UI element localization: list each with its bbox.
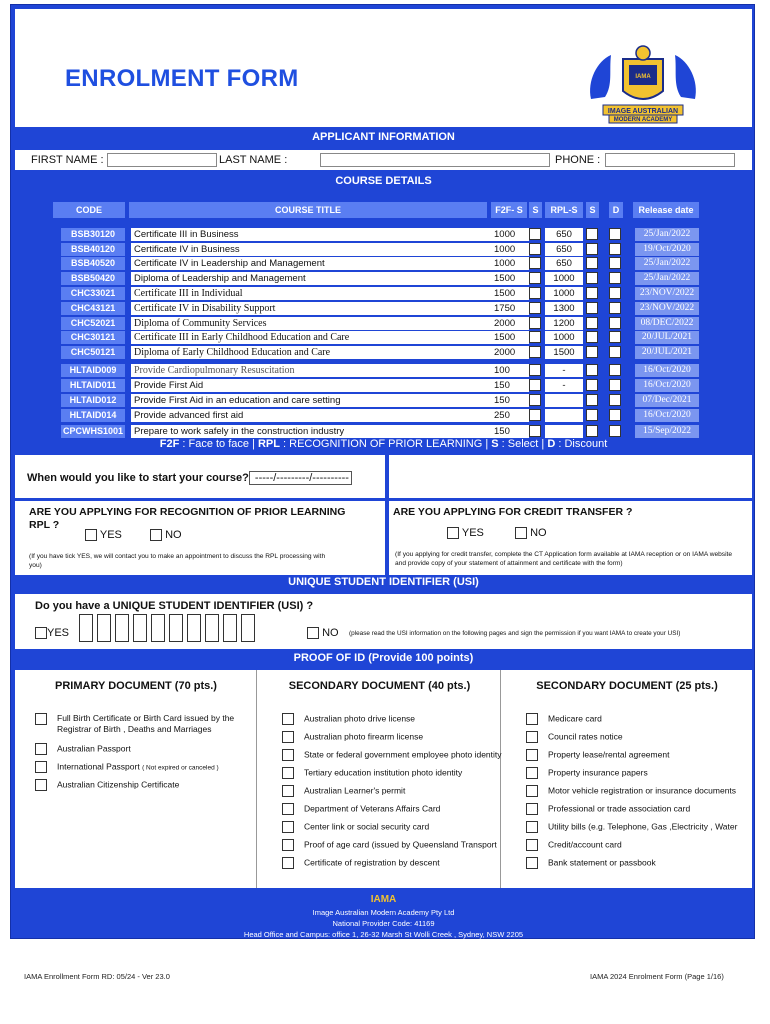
select-rpl-checkbox[interactable] [586,302,599,315]
select-f2f-checkbox[interactable] [529,302,542,315]
course-rpl-price: - [545,379,583,392]
discount-checkbox[interactable] [609,257,622,270]
checkbox[interactable] [526,713,538,725]
course-rpl-price: 1000 [545,272,583,285]
course-rpl-price: 1000 [545,331,583,344]
select-rpl-checkbox[interactable] [586,331,599,344]
credit-yes-checkbox[interactable] [447,527,459,539]
footer-line-1: Image Australian Modern Academy Pty Ltd [312,908,455,917]
course-title: Provide First Aid [131,379,491,392]
rpl-note: (If you have tick YES, we will contact you to make an appointment to discuss the RPL processing with you) [29,553,326,569]
secondary-25-title: SECONDARY DOCUMENT (25 pts.) [536,680,718,692]
course-rpl-price: 1000 [545,287,583,300]
select-f2f-checkbox[interactable] [529,425,542,438]
secondary25-item[interactable]: Professional or trade association card [526,803,690,815]
course-f2f-price: 1000 [491,243,529,256]
course-rpl-price: 650 [545,228,583,241]
discount-checkbox[interactable] [609,409,622,422]
release-date: 16/Oct/2020 [635,409,699,422]
course-f2f-price: 100 [491,364,529,377]
course-title: Certificate IV in Leadership and Management [131,257,491,270]
release-date: 23/NOV/2022 [635,302,699,315]
form-version-note: IAMA Enrollment Form RD: 05/24 - Ver 23.0 [24,972,170,981]
rpl-no-option[interactable]: NO [150,529,182,541]
select-rpl-checkbox[interactable] [586,379,599,392]
checkbox[interactable] [282,839,294,851]
release-date: 19/Oct/2020 [635,243,699,256]
usi-yes-option[interactable]: YES [35,627,69,639]
select-f2f-checkbox[interactable] [529,287,542,300]
course-f2f-price: 1000 [491,257,529,270]
course-code: CHC52021 [61,317,125,330]
course-title: Diploma of Leadership and Management [131,272,491,285]
legend-rpl-desc: : RECOGNITION OF PRIOR LEARNING | [279,438,492,450]
secondary25-item[interactable]: Credit/account card [526,839,622,851]
usi-digit-box[interactable] [133,614,147,642]
course-f2f-price: 150 [491,425,529,438]
legend-d-desc: : Discount [555,438,608,450]
course-title: Certificate IV in Disability Support [131,302,491,315]
release-date: 25/Jan/2022 [635,228,699,241]
course-rpl-price [545,409,583,422]
usi-digit-box[interactable] [223,614,237,642]
usi-no-checkbox[interactable] [307,627,319,639]
course-rpl-price: 1500 [545,346,583,359]
course-f2f-price: 150 [491,394,529,407]
rpl-yes-checkbox[interactable] [85,529,97,541]
course-code: BSB40120 [61,243,125,256]
course-rpl-price: 650 [545,243,583,256]
footer-line-4: Phone: 02 94987028 | Mobile: 0427420244 / 0452496121 / 0450296121 | WhatsApp: 0451145411 [220,941,547,950]
course-title: Certificate III in Early Childhood Education and Care [131,331,491,344]
secondary25-item[interactable]: Medicare card [526,713,602,725]
checkbox[interactable] [526,785,538,797]
select-rpl-checkbox[interactable] [586,272,599,285]
select-rpl-checkbox[interactable] [586,317,599,330]
last-name-field[interactable] [320,153,550,167]
course-f2f-price: 1500 [491,331,529,344]
rpl-yes-option[interactable]: YES [85,529,122,541]
course-f2f-price: 2000 [491,346,529,359]
logo-line-3: IAMA [635,74,651,80]
course-title: Certificate III in Business [131,228,491,241]
col-course-title: COURSE TITLE [129,202,487,218]
checkbox[interactable] [35,779,47,791]
phone-label: PHONE : [555,154,601,166]
secondary25-item[interactable]: Property insurance papers [526,767,648,779]
course-f2f-price: 250 [491,409,529,422]
course-code: BSB30120 [61,228,125,241]
usi-digit-box[interactable] [187,614,201,642]
credit-no-checkbox[interactable] [515,527,527,539]
course-code: CHC33021 [61,287,125,300]
legend-s: S [491,438,499,450]
discount-checkbox[interactable] [609,331,622,344]
rpl-question-1: ARE YOU APPLYING FOR RECOGNITION OF PRIOR LEARNING [29,506,346,518]
last-name-label: LAST NAME : [219,154,288,166]
credit-yes-option[interactable]: YES [447,527,484,539]
start-date-field[interactable]: -----/---------/---------- [249,471,352,485]
release-date: 25/Jan/2022 [635,272,699,285]
checkbox[interactable] [282,821,294,833]
checkbox[interactable] [282,767,294,779]
discount-checkbox[interactable] [609,302,622,315]
course-f2f-price: 150 [491,379,529,392]
applicant-header: APPLICANT INFORMATION [312,131,455,143]
checkbox[interactable] [526,821,538,833]
course-title: Provide advanced first aid [131,409,491,422]
primary-column [15,670,257,888]
primary-item-birth[interactable]: Full Birth Certificate or Birth Card issued by the Registrar of Birth , Deaths and Marriages [35,713,250,735]
start-date-row [15,455,385,498]
footer-line-2: National Provider Code: 41169 [332,919,435,928]
secondary25-item[interactable]: Bank statement or passbook [526,857,656,869]
col-rpl: RPL-S [545,202,583,218]
discount-checkbox[interactable] [609,317,622,330]
usi-section [15,594,752,649]
checkbox[interactable] [282,713,294,725]
discount-checkbox[interactable] [609,394,622,407]
checkbox[interactable] [35,761,47,773]
release-date: 16/Oct/2020 [635,379,699,392]
discount-checkbox[interactable] [609,425,622,438]
secondary40-item[interactable]: Certificate of registration by descent [282,857,440,869]
col-select-1: S [529,202,542,218]
secondary25-item[interactable]: Motor vehicle registration or insurance documents [526,785,736,797]
primary-item-citizenship[interactable]: Australian Citizenship Certificate [35,779,179,791]
secondary-40-column [258,670,501,888]
select-f2f-checkbox[interactable] [529,272,542,285]
phone-field[interactable] [605,153,735,167]
release-date: 08/DEC/2022 [635,317,699,330]
course-title: Provide First Aid in an education and care setting [131,394,491,407]
select-rpl-checkbox[interactable] [586,228,599,241]
usi-digit-box[interactable] [241,614,255,642]
page-number-note: IAMA 2024 Enrolment Form (Page 1/16) [590,972,724,981]
primary-title: PRIMARY DOCUMENT (70 pts.) [55,680,217,692]
course-title: Diploma of Early Childhood Education and Care [131,346,491,359]
discount-checkbox[interactable] [609,287,622,300]
discount-checkbox[interactable] [609,379,622,392]
usi-digit-box[interactable] [151,614,165,642]
form-frame [10,4,755,961]
col-code: CODE [53,202,125,218]
checkbox[interactable] [526,857,538,869]
course-code: HLTAID012 [61,394,125,407]
select-rpl-checkbox[interactable] [586,394,599,407]
course-code: CPCWHS1001 [62,426,124,436]
discount-checkbox[interactable] [609,243,622,256]
primary-item-passport[interactable]: Australian Passport [35,743,131,755]
legend-rpl: RPL [257,438,280,450]
select-f2f-checkbox[interactable] [529,364,542,377]
secondary40-item[interactable]: State or federal government employee photo identity [282,749,502,761]
checkbox[interactable] [526,767,538,779]
checkbox[interactable] [35,743,47,755]
usi-question: Do you have a UNIQUE STUDENT IDENTIFIER (USI) ? [35,600,314,612]
select-rpl-checkbox[interactable] [586,364,599,377]
select-rpl-checkbox[interactable] [586,346,599,359]
rpl-no-checkbox[interactable] [150,529,162,541]
course-code: CHC43121 [61,302,125,315]
footer-line-3: Head Office and Campus: office 1, 26-32 Marsh St Wolli Creek , Sydney, NSW 2205 [243,930,524,939]
checkbox[interactable] [282,803,294,815]
select-rpl-checkbox[interactable] [586,425,599,438]
release-date: 20/JUL/2021 [635,331,699,344]
logo-line-2: MODERN ACADEMY [613,117,673,123]
select-f2f-checkbox[interactable] [529,331,542,344]
proof-header: PROOF OF ID (Provide 100 points) [293,652,474,664]
select-f2f-checkbox[interactable] [529,394,542,407]
secondary40-item[interactable]: Proof of age card (issued by Queensland Transport [282,839,497,851]
discount-checkbox[interactable] [609,272,622,285]
select-f2f-checkbox[interactable] [529,379,542,392]
secondary-25-column [502,670,752,888]
course-code: BSB40520 [61,257,125,270]
release-date: 25/Jan/2022 [635,257,699,270]
select-f2f-checkbox[interactable] [529,228,542,241]
course-title: Provide Cardiopulmonary Resuscitation [131,364,491,377]
credit-note: (If you applying for credit transfer, complete the CT Application form available at IAMA reception or on IAMA website and provide copy of your statement of attainment and certificate with the form) [395,551,733,567]
select-f2f-checkbox[interactable] [529,257,542,270]
col-discount: D [609,202,623,218]
secondary40-item[interactable]: Department of Veterans Affairs Card [282,803,440,815]
release-date: 07/Dec/2021 [635,394,699,407]
legend-f2f: F2F [159,438,180,450]
course-title: Prepare to work safely in the construction industry [131,425,491,438]
course-code: HLTAID009 [61,364,125,377]
checkbox[interactable] [282,857,294,869]
passport-note: ( Not expired or canceled ) [142,764,219,772]
primary-item-intl-passport[interactable]: International Passport ( Not expired or canceled ) [35,761,219,773]
course-legend [11,438,756,450]
course-f2f-price: 1500 [491,272,529,285]
secondary40-item[interactable]: Tertiary education institution photo identity [282,767,462,779]
usi-digit-box[interactable] [79,614,93,642]
select-f2f-checkbox[interactable] [529,409,542,422]
usi-no-option[interactable]: NO [307,627,339,639]
legend-d: D [547,438,556,450]
footer-brand: IAMA [370,894,397,905]
release-date: 23/NOV/2022 [635,287,699,300]
start-question: When would you like to start your course? -----/---------/---------- [27,472,352,484]
course-title: Certificate IV in Business [131,243,491,256]
logo-line-1: IMAGE AUSTRALIAN [607,108,679,115]
checkbox[interactable] [526,731,538,743]
course-rpl-price [545,394,583,407]
col-select-2: S [586,202,599,218]
secondary40-item[interactable]: Center link or social security card [282,821,429,833]
select-rpl-checkbox[interactable] [586,409,599,422]
course-rpl-price: 1200 [545,317,583,330]
checkbox[interactable] [526,749,538,761]
col-release-date: Release date [633,202,699,218]
release-date: 20/JUL/2021 [635,346,699,359]
proof-section [15,670,752,888]
discount-checkbox[interactable] [609,364,622,377]
select-rpl-checkbox[interactable] [586,243,599,256]
release-date: 16/Oct/2020 [635,364,699,377]
usi-yes-checkbox[interactable] [35,627,47,639]
credit-no-option[interactable]: NO [515,527,547,539]
secondary25-item[interactable]: Utility bills (e.g. Telephone, Gas ,Electricity , Water [526,821,737,833]
select-f2f-checkbox[interactable] [529,317,542,330]
course-rpl-price [545,425,583,438]
page-title: ENROLMENT FORM [65,65,299,92]
checkbox[interactable] [282,785,294,797]
first-name-field[interactable] [107,153,217,167]
form-header [15,9,752,127]
academy-logo-icon [583,41,703,129]
release-date: 15/Sep/2022 [635,425,699,438]
usi-digit-box[interactable] [97,614,111,642]
checkbox[interactable] [282,749,294,761]
credit-question: ARE YOU APPLYING FOR CREDIT TRANSFER ? [393,506,633,518]
discount-checkbox[interactable] [609,228,622,241]
checkbox[interactable] [526,803,538,815]
course-rpl-price: - [545,364,583,377]
course-f2f-price: 1750 [491,302,529,315]
credit-section [389,501,752,575]
start-date-blank [389,455,752,498]
select-rpl-checkbox[interactable] [586,257,599,270]
usi-digit-box[interactable] [205,614,219,642]
secondary-40-title: SECONDARY DOCUMENT (40 pts.) [288,680,471,692]
rpl-question-2: RPL ? [29,519,60,531]
discount-checkbox[interactable] [609,346,622,359]
usi-header: UNIQUE STUDENT IDENTIFIER (USI) [288,576,479,588]
course-code: BSB50420 [61,272,125,285]
course-code: HLTAID014 [61,409,125,422]
course-f2f-price: 1500 [491,287,529,300]
course-code: HLTAID011 [61,379,125,392]
footer [11,893,756,962]
course-header: COURSE DETAILS [335,175,432,187]
col-f2f: F2F- S [491,202,527,218]
secondary25-item[interactable]: Property lease/rental agreement [526,749,669,761]
course-f2f-price: 2000 [491,317,529,330]
usi-note: (please read the USI information on the following pages and sign the permission if you want IAMA to create your USI) [349,630,681,637]
legend-s-desc: : Select | [498,438,548,450]
usi-digit-box[interactable] [169,614,183,642]
select-f2f-checkbox[interactable] [529,243,542,256]
rpl-section [15,501,385,575]
select-f2f-checkbox[interactable] [529,346,542,359]
course-rpl-price: 1300 [545,302,583,315]
first-name-label: FIRST NAME : [31,154,104,166]
secondary40-item[interactable]: Australian photo drive license [282,713,415,725]
checkbox[interactable] [35,713,47,725]
usi-digit-box[interactable] [115,614,129,642]
course-rpl-price: 650 [545,257,583,270]
course-title: Diploma of Community Services [131,317,491,330]
applicant-row [15,150,752,170]
legend-f2f-desc: : Face to face | [179,438,258,450]
secondary40-item[interactable]: Australian photo firearm license [282,731,423,743]
secondary40-item[interactable]: Australian Learner's permit [282,785,405,797]
course-f2f-price: 1000 [491,228,529,241]
checkbox[interactable] [282,731,294,743]
checkbox[interactable] [526,839,538,851]
course-title: Certificate III in Individual [131,287,491,300]
course-code: CHC30121 [61,331,125,344]
secondary25-item[interactable]: Council rates notice [526,731,623,743]
select-rpl-checkbox[interactable] [586,287,599,300]
course-code: CHC50121 [61,346,125,359]
footer-line-5: Email: info@imageAMA.nsw.edu.au | www.imageAMA.nsw.edu.au [273,952,494,961]
